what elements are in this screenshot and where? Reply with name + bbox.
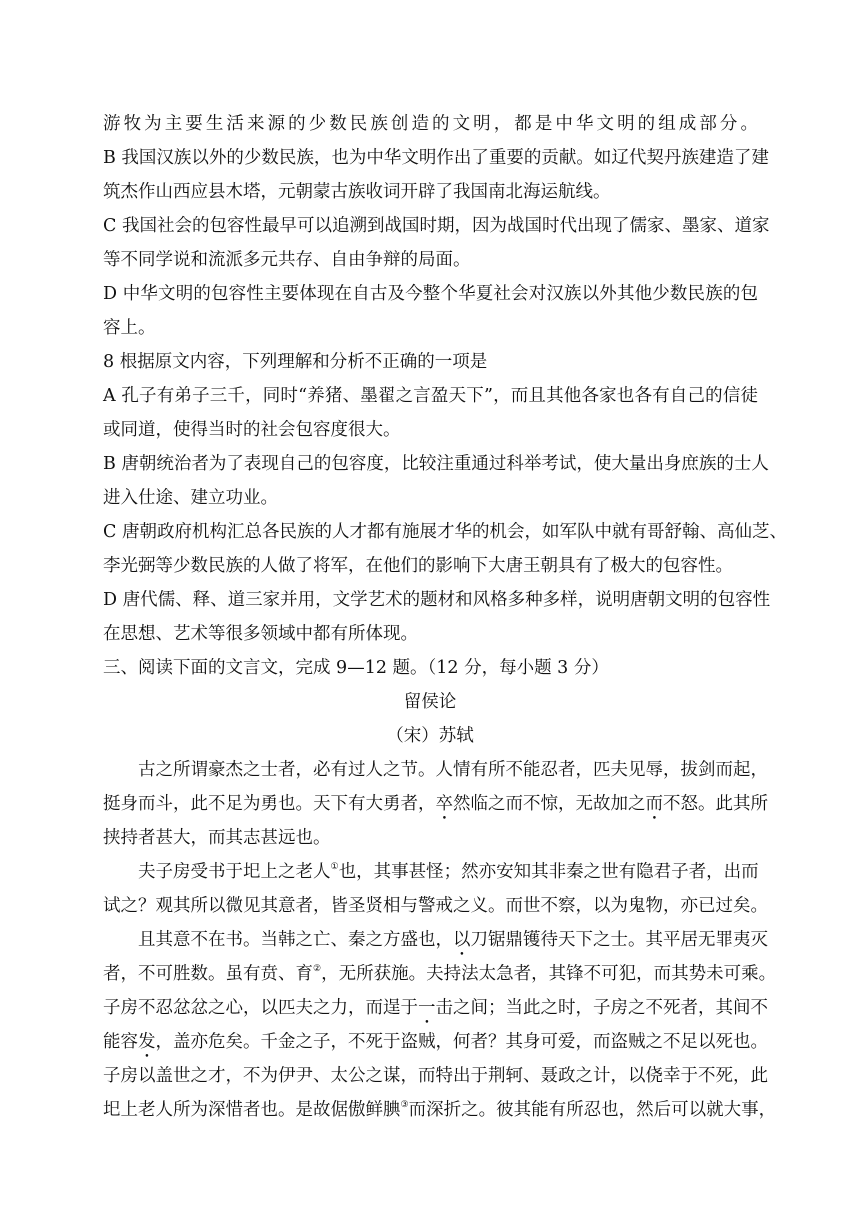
text-segment: 子房不忍忿忿之心，以匹夫之力，而逞于 [103,998,418,1018]
text-segment: ，无所获施。夫持法太急者，其锋不可犯，而其势未可乘。 [321,964,777,984]
text-segment: 挺身而斗，此不足为勇也。天下有大勇者， [103,794,436,814]
passage-p3-line-4 [103,1031,768,1062]
option-c-line-2: 等不同学说和流派多元共存、自由争辩的局面。 [103,250,471,270]
q8-option-a-line-2: 或同道，使得当时的社会包容度很大。 [103,420,401,440]
text-line: 游牧为主要生活来源的少数民族创造的文明，都是中华文明的组成部分。 [103,114,758,134]
emphasized-char: 卒 [435,794,453,814]
text-segment: 且其意不在书。当韩之亡、秦之方盛也， [138,930,453,950]
option-c-line-1: C 我国社会的包容性最早可以追溯到战国时期，因为战国时代出现了儒家、墨家、道家 [103,216,770,236]
text-segment: 击之间；当此之时，子房之不死者，其间不 [435,998,768,1018]
emphasized-char: 发 [138,1032,156,1052]
option-b-line-2: 筑杰作山西应县木塔，元朝蒙古族收词开辟了我国南北海运航线。 [103,182,611,202]
passage-p3-line-2 [103,963,777,985]
text-segment: 圯上老人所为深惜者也。是故倨傲鲜腆 [103,1100,401,1120]
passage-p3-line-3 [103,997,768,1028]
passage-p2-line-2: 试之？观其所以微见其意者，皆圣贤相与警戒之义。而世不察，以为鬼物，亦已过矣。 [103,896,768,916]
text-segment: 刀锯鼎镬待天下之士。其平居无罪夷灭 [470,930,768,950]
passage-p3-line-1 [103,929,768,960]
text-segment: 然临之而不惊，无故加之 [453,794,646,814]
emphasized-char: 而 [645,794,663,814]
passage-p1-line-1: 古之所谓豪杰之士者，必有过人之节。人情有所不能忍者，匹夫见辱，拔剑而起， [138,760,768,780]
question-8-stem: 8 根据原文内容，下列理解和分析不正确的一项是 [103,352,488,372]
passage-p3-line-5: 子房以盖世之才，不为伊尹、太公之谋，而特出于荆轲、聂政之计，以侥幸于不死，此 [103,1066,768,1086]
emphasized-char: 一 [418,998,436,1018]
passage-p1-line-2 [103,793,768,824]
footnote-marker: ② [313,964,322,974]
text-segment: 而深折之。彼其能有所忍也，然后可以就大事， [408,1100,777,1120]
text-segment: 夫子房受书于圯上之老人 [138,862,331,882]
q8-option-c-line-2: 李光弼等少数民族的人做了将军，在他们的影响下大唐王朝具有了极大的包容性。 [103,556,733,576]
emphasized-char: 以 [453,930,471,950]
option-d-line-2: 容上。 [103,318,156,338]
option-b-line-1: B 我国汉族以外的少数民族，也为中华文明作出了重要的贡献。如辽代契丹族建造了建 [103,148,769,168]
footnote-marker: ① [330,862,339,872]
footnote-marker: ③ [400,1100,409,1110]
text-segment: ，盖亦危矣。千金之子，不死于盗贼，何者？其身可爱，而盗贼之不足以死也。 [155,1032,768,1052]
text-segment: 能容 [103,1032,138,1052]
q8-option-b-line-1: B 唐朝统治者为了表现自己的包容度，比较注重通过科举考试，使大量出身庶族的士人 [103,454,769,474]
option-d-line-1: D 中华文明的包容性主要体现在自古及今整个华夏社会对汉族以外其他少数民族的包 [103,284,758,304]
passage-p2-line-1 [103,861,758,883]
section-three-heading: 三、阅读下面的文言文，完成 9—12 题。（12 分，每小题 3 分） [103,658,609,678]
text-segment: 也，其事甚怪；然亦安知其非秦之世有隐君子者，出而 [338,862,759,882]
q8-option-a-line-1: A 孔子有弟子三千，同时“养猪、墨翟之言盈天下”，而且其他各家也各有自己的信徒 [103,386,758,406]
q8-option-d-line-2: 在思想、艺术等很多领域中都有所体现。 [103,624,418,644]
passage-p3-line-6 [103,1099,777,1121]
q8-option-b-line-2: 进入仕途、建立功业。 [103,488,278,508]
q8-option-d-line-1: D 唐代儒、释、道三家并用，文学艺术的题材和风格多种多样，说明唐朝文明的包容性 [103,590,771,610]
q8-option-c-line-1: C 唐朝政府机构汇总各民族的人才都有施展才华的机会，如军队中就有哥舒翰、高仙芝、 [103,522,787,542]
text-segment: 不怒。此其所 [663,794,768,814]
essay-author: （宋）苏轼 [386,726,474,746]
passage-p1-line-3: 挟持者甚大，而其志甚远也。 [103,828,331,848]
essay-title: 留侯论 [403,692,457,712]
text-segment: 者，不可胜数。虽有贲、育 [103,964,313,984]
